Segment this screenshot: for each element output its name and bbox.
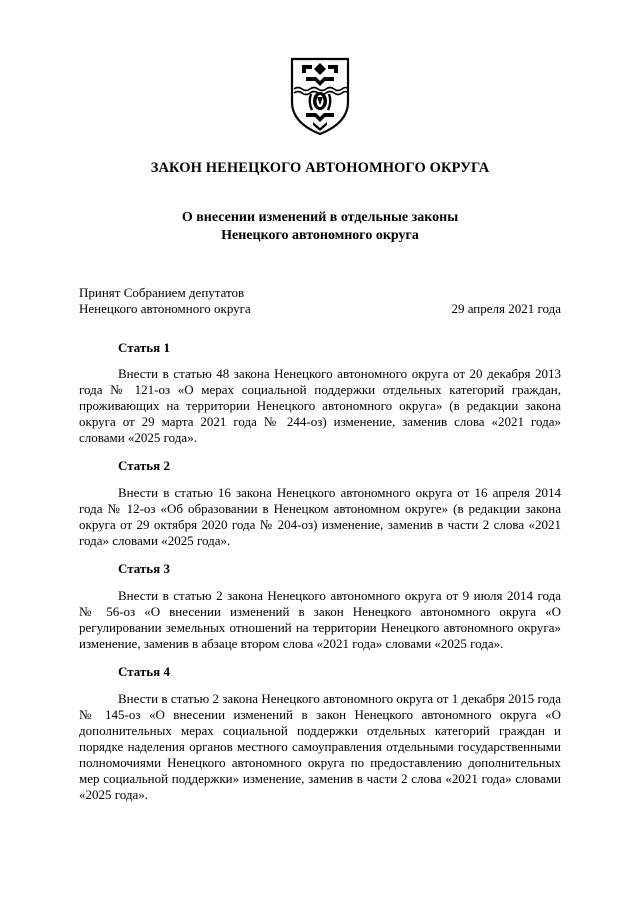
article-2-heading: Статья 2 (118, 458, 170, 473)
article-2-text: Внести в статью 16 закона Ненецкого автономного округа от 16 апреля 2014 года № 12-оз «Об образовании в Ненецком автономном округе» (в редакции закона округа от 29 октября 2020 года № 204-оз) изменение, заменив в части 2 слова «2021 года» словами «2025 года». (79, 485, 561, 548)
coat-of-arms-emblem (289, 56, 351, 136)
law-subject (0, 209, 640, 245)
adoption-block (79, 285, 561, 317)
law-subject-line-2: Ненецкого автономного округа (221, 228, 419, 243)
article-4-heading: Статья 4 (118, 664, 170, 679)
adoption-line-2: Ненецкого автономного округа (79, 301, 251, 316)
article-4-text: Внести в статью 2 закона Ненецкого автономного округа от 1 декабря 2015 года № 145-оз «О внесении изменений в закон Ненецкого автономного округа «О дополнительных мерах социальной поддержки отдельных категорий граждан и порядке наделения органов местного самоуправления отдельными государственными полномочиями Ненецкого автономного округа по предоставлению дополнительных мер социальной поддержки» изменение, заменив в части 2 слова «2021 года» словами «2025 года». (79, 691, 561, 802)
law-title: ЗАКОН НЕНЕЦКОГО АВТОНОМНОГО ОКРУГА (150, 160, 490, 176)
article-3-text: Внести в статью 2 закона Ненецкого автономного округа от 9 июля 2014 года № 56-оз «О внесении изменений в закон Ненецкого автономного округа «О регулировании земельных отношений на территории Ненецкого автономного округа» изменение, заменив в абзаце втором слова «2021 года» словами «2025 года». (79, 588, 561, 651)
adoption-row (79, 301, 561, 317)
article-3-heading: Статья 3 (118, 561, 170, 576)
law-subject-line-1: О внесении изменений в отдельные законы (181, 210, 459, 225)
adoption-date: 29 апреля 2021 года (451, 301, 561, 316)
adoption-line-1: Принят Собранием депутатов (79, 285, 245, 300)
article-1-text: Внести в статью 48 закона Ненецкого автономного округа от 20 декабря 2013 года № 121-оз «О мерах социальной поддержки отдельных категорий граждан, проживающих на территории Ненецкого автономного округа» (в редакции закона округа от 29 марта 2021 года № 244-оз) изменение, заменив слова «2021 года» словами «2025 года». (79, 366, 561, 445)
article-1-heading: Статья 1 (118, 340, 170, 355)
